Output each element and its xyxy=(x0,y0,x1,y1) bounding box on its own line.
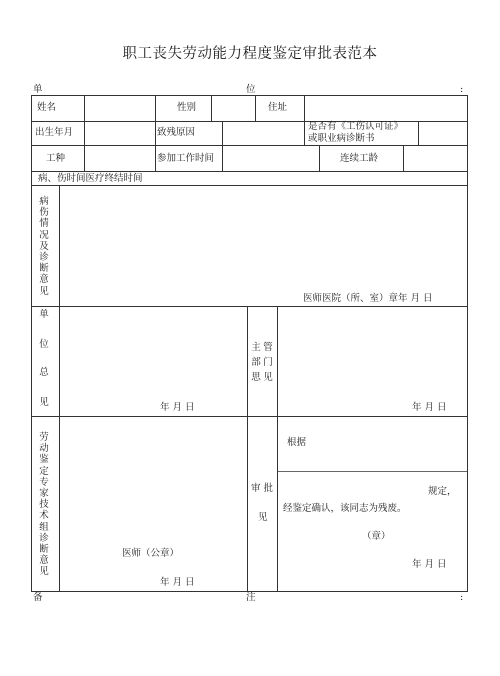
dept-opinion-char: 见 xyxy=(263,372,273,383)
unit-label-left: 单 xyxy=(33,84,43,95)
col-divider xyxy=(84,95,85,171)
approval-label-bottom: 见 xyxy=(258,512,268,523)
approval-regulation: 规定， xyxy=(428,486,457,497)
row-divider xyxy=(31,185,468,186)
certificate-label-line1: 是否有《工伤认可证》 xyxy=(308,121,404,132)
job-type-label: 工种 xyxy=(46,153,66,164)
unit-opinion-char: 单 xyxy=(39,309,49,320)
table-left-border xyxy=(31,95,32,591)
approval-label-top: 审 批 xyxy=(251,483,274,494)
col-divider xyxy=(304,121,305,145)
remarks-label-left: 备 xyxy=(33,592,43,603)
approval-basis: 根据 xyxy=(287,437,307,448)
approval-seal: （章） xyxy=(362,531,391,542)
treatment-end-label: 病、伤时间医疗终结时间 xyxy=(38,173,143,184)
name-label: 姓名 xyxy=(37,102,57,113)
expert-doctor-seal: 医师（公章） xyxy=(122,548,180,559)
col-divider xyxy=(403,145,404,171)
approval-divider xyxy=(277,471,468,472)
diagnosis-label: 病伤情况及诊断意见 xyxy=(39,196,49,297)
unit-opinion-char: 总 xyxy=(39,367,49,378)
seniority-label: 连续工龄 xyxy=(340,153,379,164)
row-divider xyxy=(31,416,468,417)
remarks-label-right: 注 xyxy=(246,592,256,603)
work-start-label: 参加工作时间 xyxy=(157,153,215,164)
injury-cause-label: 致残原因 xyxy=(157,127,196,138)
col-divider xyxy=(304,95,305,121)
remarks-colon: : xyxy=(460,592,464,603)
label-col-divider xyxy=(59,185,60,591)
diagnosis-signature: 医师医院（所、室）章年 月 日 xyxy=(303,293,433,304)
unit-opinion-date: 年 月 日 xyxy=(160,402,195,413)
page-title: 职工丧失劳动能力程度鉴定审批表范本 xyxy=(122,46,378,62)
col-divider xyxy=(211,95,212,121)
col-divider xyxy=(247,306,248,591)
unit-label-right: 位 xyxy=(246,84,256,95)
dept-opinion-char: 思 xyxy=(251,372,261,383)
col-divider xyxy=(277,306,278,591)
row-divider xyxy=(31,171,468,172)
expert-group-label: 劳动鉴定专家技术组诊断意见 xyxy=(39,432,49,578)
col-divider xyxy=(255,95,256,121)
col-divider xyxy=(222,121,223,171)
expert-date: 年 月 日 xyxy=(160,577,195,588)
unit-colon: : xyxy=(460,84,464,95)
dept-opinion-date: 年 月 日 xyxy=(412,402,447,413)
certificate-label-line2: 或职业病诊断书 xyxy=(308,133,375,144)
approval-date: 年 月 日 xyxy=(412,559,447,570)
gender-label: 性别 xyxy=(177,102,197,113)
address-label: 住址 xyxy=(268,102,288,113)
col-divider xyxy=(155,95,156,171)
dept-opinion-char: 部 xyxy=(251,357,261,368)
col-divider xyxy=(418,121,419,145)
table-top-border xyxy=(31,95,468,96)
dept-opinion-char: 门 xyxy=(263,357,273,368)
table-right-border xyxy=(467,95,468,591)
unit-opinion-char: 位 xyxy=(39,339,49,350)
row-divider xyxy=(31,306,468,307)
birth-date-label: 出生年月 xyxy=(35,127,74,138)
unit-opinion-char: 见 xyxy=(39,397,49,408)
dept-opinion-char: 主 xyxy=(251,342,261,353)
col-divider xyxy=(319,145,320,171)
approval-confirm: 经鉴定确认，该同志为残废。 xyxy=(283,503,407,514)
dept-opinion-char: 管 xyxy=(263,342,273,353)
